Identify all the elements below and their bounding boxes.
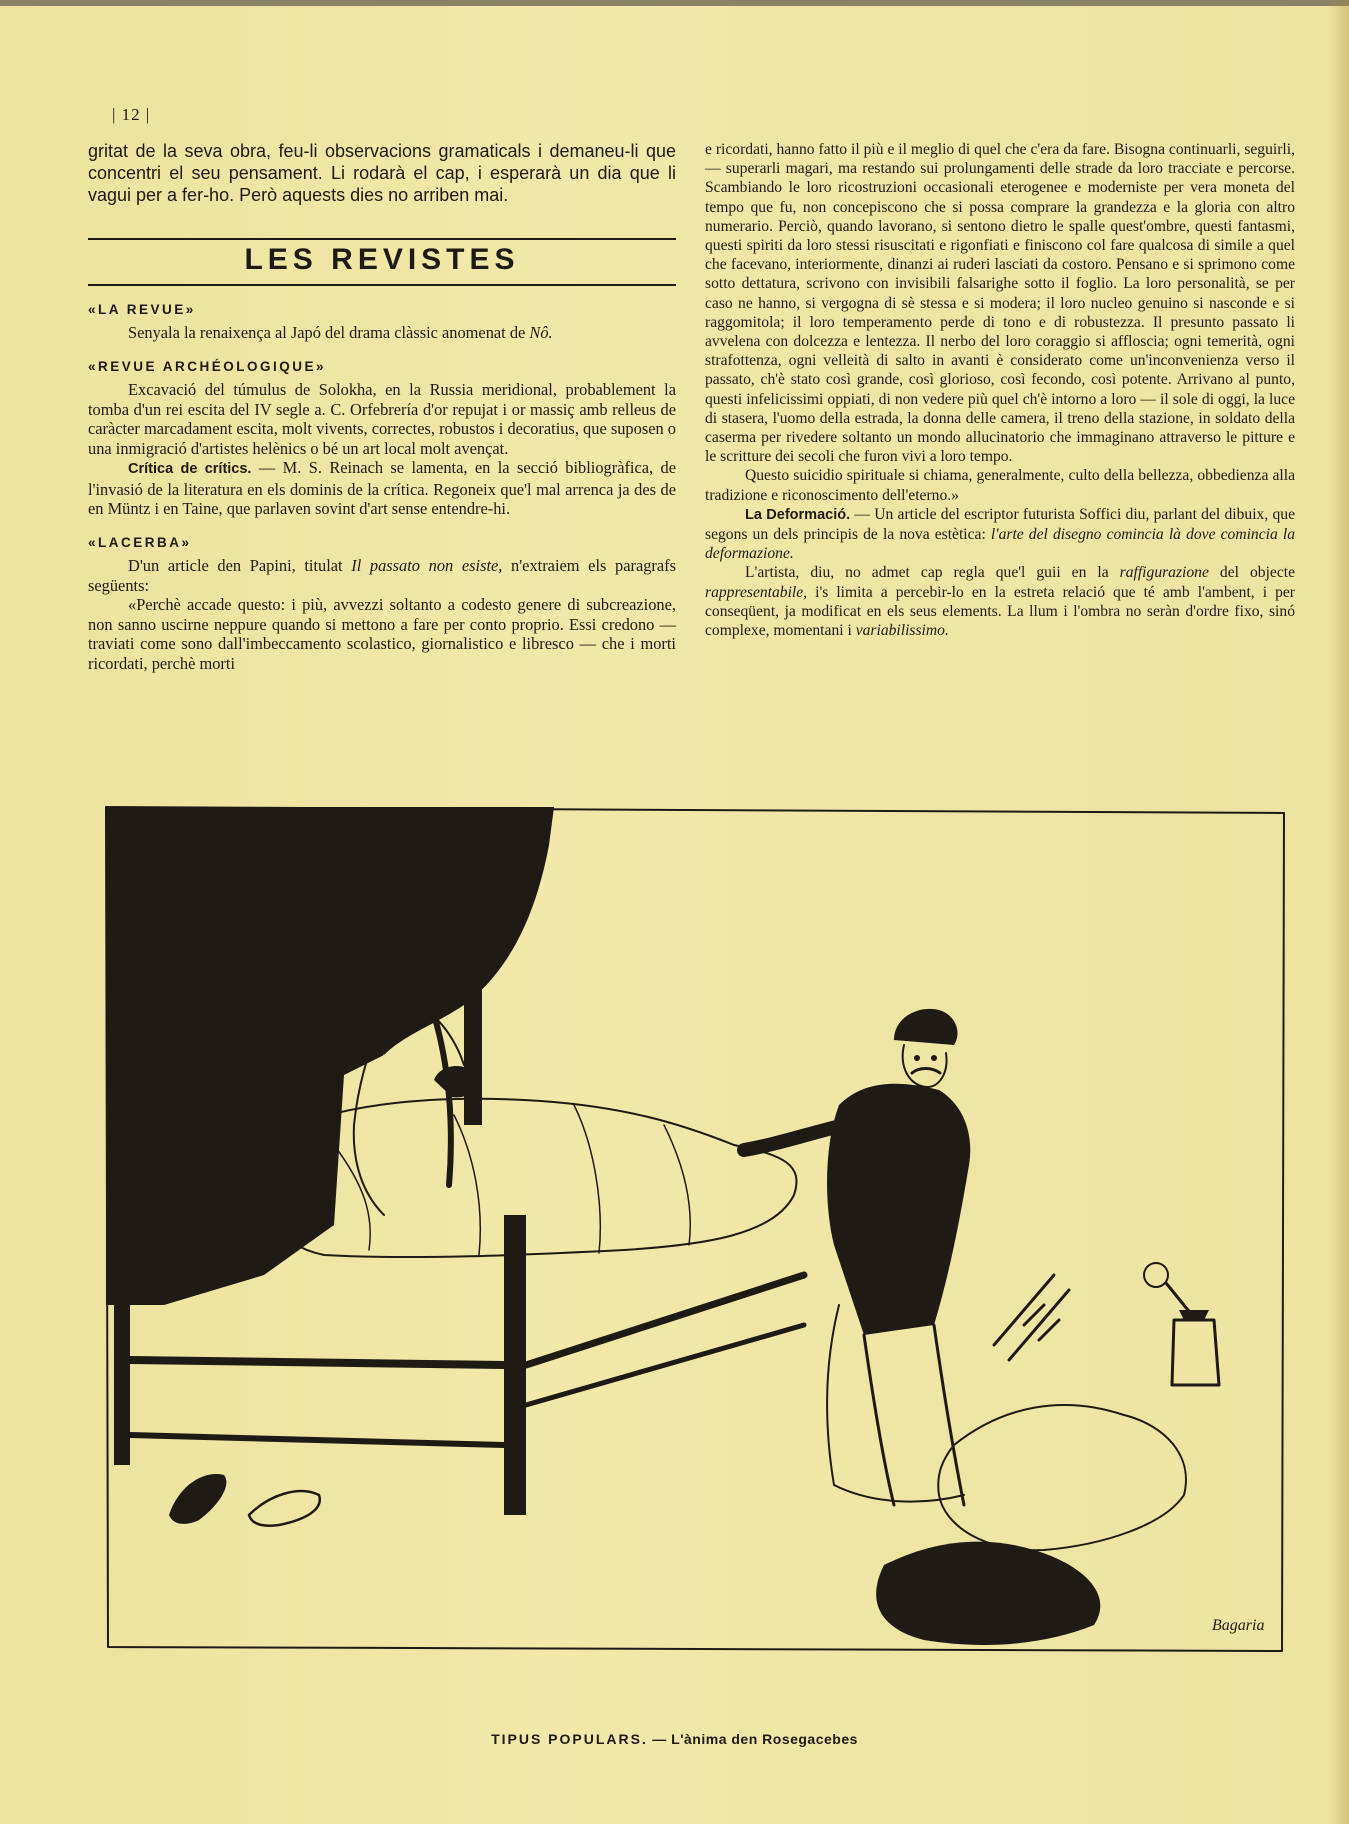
quote-start-paragraph: «Perchè accade questo: i più, avvezzi soltanto a codesto genere di subcreazione, non sanno uscirne neppure quando si mettono a fare per conto proprio. Essi credono — traviati come sono dall'imbeccamento scolastico, giornalistico e libresco — che i morti ricordati, perchè morti <box>88 595 676 673</box>
thief-eye-left <box>914 1055 920 1061</box>
curtain-fold <box>384 1055 408 1225</box>
deformacio-paragraph <box>705 505 1295 564</box>
caption <box>0 1731 1349 1747</box>
slipper-1 <box>169 1474 226 1524</box>
clothes-pile <box>938 1405 1186 1550</box>
man-in-bed-head <box>434 1066 477 1097</box>
caption-subtitle: — L'ànima den Rosegacebes <box>647 1731 858 1747</box>
thief-coat-tail <box>827 1305 964 1502</box>
blanket-fold-2 <box>454 1115 480 1255</box>
blanket-fold-1 <box>334 1145 370 1250</box>
slipper-2 <box>249 1491 320 1526</box>
heading-bottom-rule <box>88 284 676 286</box>
left-column <box>88 140 676 673</box>
thief-arm <box>744 1125 844 1150</box>
artista-paragraph <box>705 563 1295 640</box>
thief-mustache <box>912 1069 940 1074</box>
lacerba-article-title: Il passato non esiste, <box>351 556 503 575</box>
blanket <box>262 1099 797 1257</box>
blanket-fold-4 <box>664 1125 690 1245</box>
lacerba-text-a: D'un article den Papini, titulat <box>128 556 352 575</box>
section-title: LES REVISTES <box>244 243 520 276</box>
lacerba-text-c: n'extraiem els paragrafs següents: <box>88 556 676 595</box>
page-number: | 12 | <box>112 105 151 124</box>
quote-continuation: e ricordati, hanno fatto il più e il meglio di quel che c'era da fare. Bisogna continuarli, seguirli, — superarli magari, ma restando sui prolungamenti delle strade da loro tracciate e percorse. Scambiando le loro ricostruzioni occasionali eterogenee e moderniste per vera moneta del tempo que fu, non concepiscono che si possa comprare la grandezza e la gloria con altro numerario. Perciò, quando lavorano, si sentono dietro le spalle quest'ombre, questi fantasmi, questi spiriti da loro stessi risuscitati e rigonfiati e finiscono col fare qualcosa di simile a quel che facevano, interiormente, dinanzi ai ruderi lasciati da costoro. Pensano e si sprimono come sotto dettatura, scrivono con invisibili falsarighe sotto il foglio. La loro personalità, se per caso ne hanno, si vergogna di sè stessa e si modera; il loro nucleo genuino si nasconde e si raggomitola; il loro temperamento perde di tono e di robustezza. Il presunto passato li avvelena con dolcezza e lentezza. Il nerbo del loro coraggio si affloscia; ogni temerità, ogni strafottenza, ogni velleità di salto in avanti è considerato come un'inconvenienza verso il passato, ch'è stato così grande, così glorioso, così fecondo, così potente. Arrivano al punto, questi infelicissimi oppiati, di non vedere più quel ch'è intorno a loro — il sole di oggi, la luce di stasera, l'uomo della estrada, la donna delle camera, il treno della stazione, in soldato della caserma per rivedere soltanto un mondo allucinatorio che immaginano attraverso le pitture e le scritture dei secoli che furon vivi a loro tempo. <box>705 141 1295 466</box>
lacerba-paragraph <box>88 556 676 595</box>
critica-paragraph <box>88 458 676 519</box>
revue-text: Senyala la renaixença al Japó del drama clàssic anomenat de <box>128 323 530 342</box>
critica-label: Crítica de crítics. <box>128 461 252 477</box>
critica-text: — M. S. Reinach se lamenta, en la secció bibliogràfica, de l'invasió de la literatura en els dominis de la crítica. Regoneix que'l mal arrenca ja des de en Müntz i en Taine, que parlaven sovint d'art sense entendre-hi. <box>88 458 676 518</box>
page-right-edge <box>1327 0 1349 1824</box>
revue-paragraph <box>88 323 676 343</box>
arch-paragraph: Excavació del túmulus de Solokha, en la Russia meridional, probablement la tomba d'un rei escita del IV segle a. C. Orfebrería d'or repujat i or massiç amb relleus de caràcter marcadament escita, molt vivents, correctes, robustos i decoratius, que suposen o una inmigració d'artistes helènics o bé un art local molt avençat. <box>88 380 676 458</box>
thief-legs <box>864 1325 964 1505</box>
caption-title: TIPUS POPULARS. <box>491 1731 648 1747</box>
deformacio-label: La Deformació. <box>745 506 851 523</box>
bed-rail-low <box>130 1435 504 1445</box>
section-heading-box <box>88 238 676 286</box>
page-top-edge <box>0 0 1349 6</box>
chair-back <box>994 1275 1069 1360</box>
artista-italic-b: raffigurazione <box>1119 564 1209 582</box>
deformacio-text: — Un article del escriptor futurista Soffici diu, parlant del dibuix, que segons un dels principis de la nova estètica: <box>705 505 1296 544</box>
bed-footboard-2 <box>526 1325 804 1405</box>
bed-rail <box>130 1360 504 1365</box>
bed-footboard <box>526 1275 804 1365</box>
lantern-top <box>1179 1310 1209 1320</box>
heading-top-rule <box>88 238 676 240</box>
revue-text-italic: Nô. <box>529 323 553 342</box>
revue-title: «LA REVUE» <box>88 301 196 317</box>
deformacio-quote: l'arte del disegno comincia là dove comincia la deformazione. <box>705 526 1295 563</box>
arch-title: «REVUE ARCHÉOLOGIQUE» <box>88 358 327 374</box>
lamp-globe <box>1144 1263 1168 1287</box>
lantern-body <box>1172 1320 1219 1385</box>
thief-eye-right <box>931 1055 937 1061</box>
artista-text-a: L'artista, diu, no admet cap regla que'l guii en la <box>745 564 1120 582</box>
curtain-dark <box>106 807 554 1305</box>
intro-paragraph: gritat de la seva obra, feu-li observacions gramaticals i demaneu-li que concentri el seu pensament. Li rodarà el cap, i esperarà un dia que li vagui per a fer-ho. Però aquests dies no arriben mai. <box>88 141 676 205</box>
artista-text-e: i's limita a percebir-lo en la estreta relació que té amb l'ambent, i per conseqüent, ja modificat en els seus elements. La llum i l'ombra no seràn d'ordre fixo, sinó complexe, momentani i <box>705 583 1295 640</box>
artista-italic-d: rappresentabile, <box>705 583 808 601</box>
lacerba-title: «LACERBA» <box>88 534 192 550</box>
thief-face <box>903 1045 947 1087</box>
illustration <box>104 805 1289 1655</box>
artista-italic-f: variabilissimo. <box>855 622 949 640</box>
right-column <box>705 140 1295 640</box>
blanket-fold-3 <box>574 1105 600 1253</box>
thief-hat <box>894 1009 958 1045</box>
headboard-knob <box>461 908 485 932</box>
artista-text-c: del objecte <box>1208 564 1296 582</box>
clothes-dark <box>876 1542 1100 1645</box>
signature: Bagaria <box>1212 1617 1265 1634</box>
quote-end-paragraph: Questo suicidio spirituale si chiama, generalmente, culto della bellezza, obbedienza alla tradizione e riconoscimento dell'eterno.» <box>705 467 1295 504</box>
